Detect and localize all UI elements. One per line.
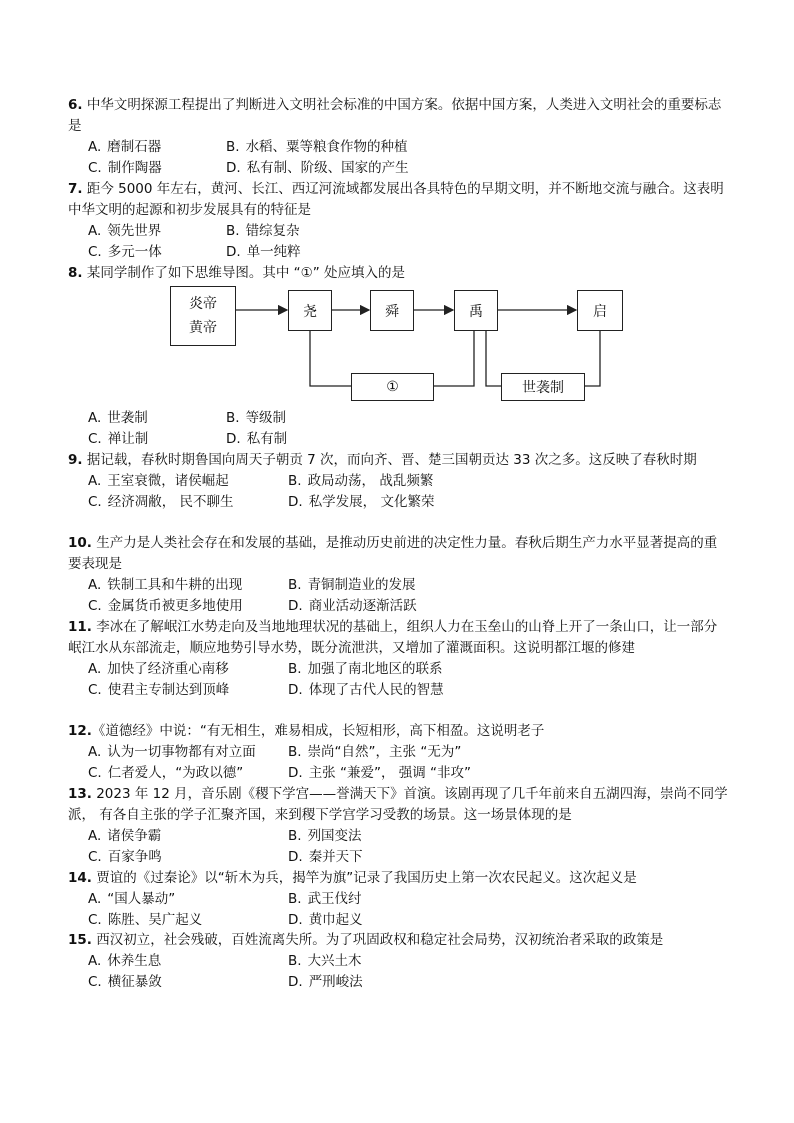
options [68,659,728,701]
option-b[interactable]: B. 武王伐纣 [288,891,362,907]
options [68,889,728,931]
option-a[interactable]: A. 世袭制 [88,410,148,426]
options [68,742,728,784]
question-stem: 贾谊的《过秦论》以“斩木为兵，揭竿为旗”记录了我国历史上第一次农民起义。这次起义是 [96,870,637,886]
question-number: 10. [68,535,92,551]
option-c[interactable]: C. 百家争鸣 [88,849,162,865]
option-c[interactable]: C. 横征暴敛 [88,974,162,990]
options [68,221,728,263]
options [68,408,728,450]
option-b[interactable]: B. 加强了南北地区的联系 [288,661,443,677]
options [68,137,728,179]
mind-map-diagram [170,286,626,404]
question-number: 13. [68,786,92,802]
option-a[interactable]: A. 王室衰微，诸侯崛起 [88,473,229,489]
option-d[interactable]: D. 体现了古代人民的智慧 [288,682,444,698]
option-a[interactable]: A. 铁制工具和牛耕的出现 [88,577,243,593]
option-c[interactable]: C. 多元一体 [88,244,162,260]
question-11 [68,617,728,701]
question-number: 15. [68,932,92,948]
option-b[interactable]: B. 青铜制造业的发展 [288,577,416,593]
option-b[interactable]: B. 列国变法 [288,828,362,844]
question-number: 14. [68,870,92,886]
question-14 [68,868,728,931]
option-d[interactable]: D. 单一纯粹 [226,244,301,260]
option-b[interactable]: B. 错综复杂 [226,223,300,239]
question-10 [68,533,728,617]
box-shixi: 世袭制 [501,373,585,401]
box-blank-1: ① [351,373,434,401]
option-d[interactable]: D. 黄巾起义 [288,912,363,928]
option-d[interactable]: D. 商业活动逐渐活跃 [288,598,417,614]
label-huangdi: 黄帝 [189,320,217,336]
question-15 [68,930,728,993]
question-12 [68,721,728,784]
question-stem: 距今 5000 年左右，黄河、长江、西辽河流域都发展出各具特色的早期文明，并不断地交流与融合。这表明中华文明的起源和初步发展具有的特征是 [68,181,724,218]
question-stem: 生产力是人类社会存在和发展的基础，是推动历史前进的决定性力量。春秋后期生产力水平显著提高的重要表现是 [68,535,718,572]
option-a[interactable]: A. 认为一切事物都有对立面 [88,744,256,760]
options [68,951,728,993]
option-d[interactable]: D. 私有制、阶级、国家的产生 [226,160,409,176]
question-stem: 李冰在了解岷江水势走向及当地地理状况的基础上，组织人力在玉垒山的山脊上开了一条山口，让一部分岷江水从东部流走，顺应地势引导水势，既分流泄洪，又增加了灌溉面积。这说明都江堰的修建 [68,619,718,656]
option-a[interactable]: A. 诸侯争霸 [88,828,162,844]
option-b[interactable]: B. 大兴土木 [288,953,362,969]
question-stem: 据记载，春秋时期鲁国向周天子朝贡 7 次，而向齐、晋、楚三国朝贡达 33 次之多。这反映了春秋时期 [86,452,697,468]
question-13 [68,784,728,868]
question-7 [68,179,728,263]
option-c[interactable]: C. 使君主专制达到顶峰 [88,682,230,698]
option-a[interactable]: A. 磨制石器 [88,139,162,155]
box-yu: 禹 [454,290,498,331]
question-number: 7. [68,181,83,197]
option-b[interactable]: B. 水稻、粟等粮食作物的种植 [226,139,408,155]
question-stem: 某同学制作了如下思维导图。其中 “①” 处应填入的是 [86,265,406,281]
option-c[interactable]: C. 经济凋敝， 民不聊生 [88,494,234,510]
question-stem: 西汉初立，社会残破，百姓流离失所。为了巩固政权和稳定社会局势，汉初统治者采取的政策是 [96,932,664,948]
option-c[interactable]: C. 仁者爱人，“为政以德” [88,765,244,781]
option-a[interactable]: A. 加快了经济重心南移 [88,661,229,677]
option-c[interactable]: C. 制作陶器 [88,160,162,176]
option-b[interactable]: B. 等级制 [226,410,287,426]
question-stem: 2023 年 12 月，音乐剧《稷下学宫——誉满天下》首演。该剧再现了几千年前来自五湖四海，崇尚不同学派， 有各自主张的学子汇聚齐国，来到稷下学宫学习受教的场景。这一场景体现的是 [68,786,728,823]
question-number: 8. [68,265,83,281]
question-number: 11. [68,619,92,635]
option-c[interactable]: C. 金属货币被更多地使用 [88,598,243,614]
option-d[interactable]: D. 秦并天下 [288,849,363,865]
option-d[interactable]: D. 主张 “兼爱”， 强调 “非攻” [288,765,472,781]
option-b[interactable]: B. 崇尚“自然”，主张 “无为” [288,744,462,760]
option-a[interactable]: A. 领先世界 [88,223,162,239]
option-c[interactable]: C. 禅让制 [88,431,149,447]
options [68,575,728,617]
box-yao: 尧 [288,290,332,331]
option-c[interactable]: C. 陈胜、吴广起义 [88,912,203,928]
option-b[interactable]: B. 政局动荡， 战乱频繁 [288,473,434,489]
option-a[interactable]: A. 休养生息 [88,953,162,969]
question-number: 12. [68,723,92,739]
question-stem: 中华文明探源工程提出了判断进入文明社会标准的中国方案。依据中国方案，人类进入文明社会的重要标志是 [68,97,722,134]
options [68,826,728,868]
options [68,471,728,513]
question-8 [68,263,728,284]
option-d[interactable]: D. 私有制 [226,431,288,447]
box-qi: 启 [577,290,623,331]
box-yandi-huangdi [170,286,236,346]
question-stem: 《道德经》中说：“有无相生，难易相成，长短相形，高下相盈。这说明老子 [91,723,545,739]
option-a[interactable]: A. “国人暴动” [88,891,176,907]
label-yandi: 炎帝 [189,296,217,312]
question-8-options [68,408,728,450]
question-6 [68,95,728,179]
question-number: 6. [68,97,83,113]
box-shun: 舜 [370,290,414,331]
question-9 [68,450,728,513]
question-number: 9. [68,452,83,468]
option-d[interactable]: D. 严刑峻法 [288,974,363,990]
option-d[interactable]: D. 私学发展， 文化繁荣 [288,494,435,510]
